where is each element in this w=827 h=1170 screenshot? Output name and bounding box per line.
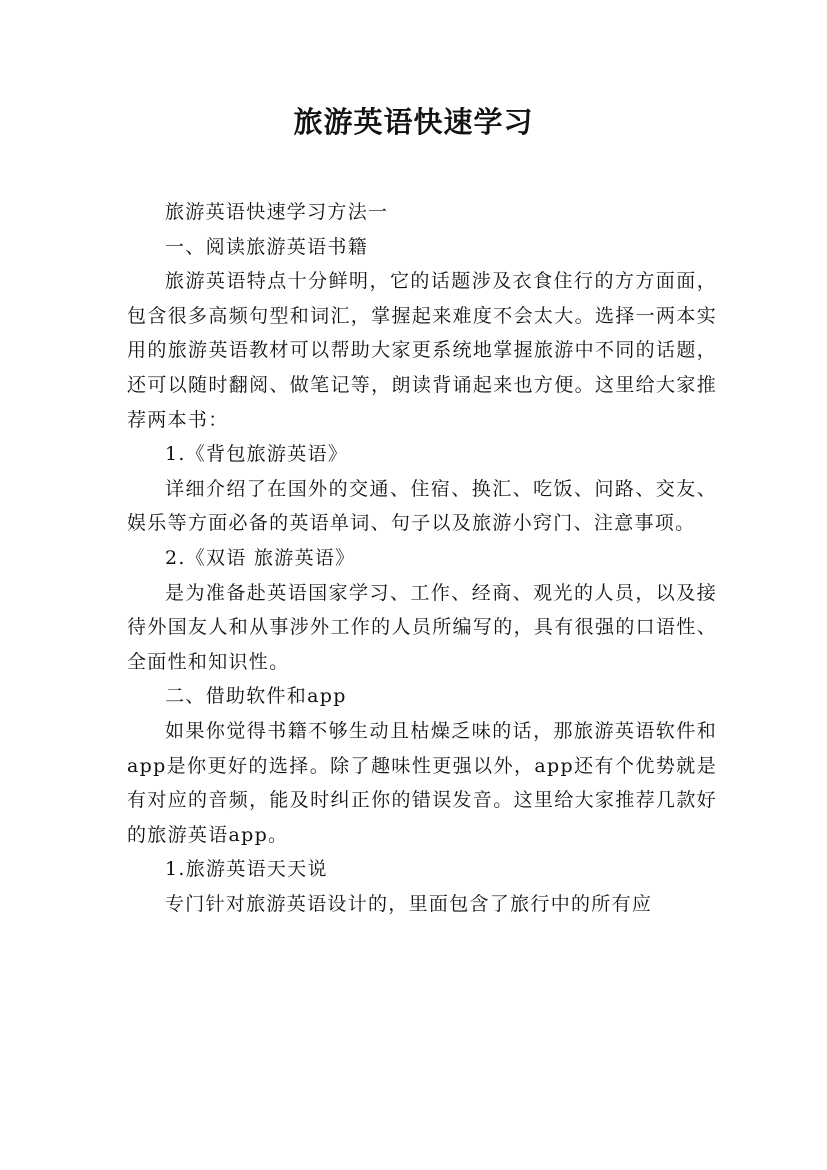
paragraph-apps-intro: 如果你觉得书籍不够生动且枯燥乏味的话，那旅游英语软件和app是你更好的选择。除了趣味性更强以外，app还有个优势就是有对应的音频，能及时纠正你的错误发音。这里给大家推荐几款好的旅游英语app。 xyxy=(127,719,717,846)
book-item-2-title: 2.《双语 旅游英语》 xyxy=(165,546,356,569)
book-item-1-title: 1.《背包旅游英语》 xyxy=(165,443,349,466)
paragraph-books-intro: 旅游英语特点十分鲜明，它的话题涉及衣食住行的方方面面，包含很多高频句型和词汇，掌握起来难度不会太大。选择一两本实用的旅游英语教材可以帮助大家更系统地掌握旅游中不同的话题，还可以随时翻阅、做笔记等，朗读背诵起来也方便。这里给大家推荐两本书： xyxy=(127,270,717,431)
app-item-1-description: 专门针对旅游英语设计的，里面包含了旅行中的所有应 xyxy=(165,892,653,915)
section-heading-apps: 二、借助软件和app xyxy=(165,685,347,708)
app-item-1-title: 1.旅游英语天天说 xyxy=(165,858,328,881)
document-title: 旅游英语快速学习 xyxy=(293,105,534,139)
document-body xyxy=(127,195,717,921)
book-item-2-description: 是为准备赴英语国家学习、工作、经商、观光的人员，以及接待外国友人和从事涉外工作的人员所编写的，具有很强的口语性、全面性和知识性。 xyxy=(127,581,717,673)
paragraph-method-heading: 旅游英语快速学习方法一 xyxy=(165,201,389,223)
book-item-1-description: 详细介绍了在国外的交通、住宿、换汇、吃饭、问路、交友、娱乐等方面必备的英语单词、句子以及旅游小窍门、注意事项。 xyxy=(127,477,717,535)
section-heading-books: 一、阅读旅游英语书籍 xyxy=(165,235,369,258)
